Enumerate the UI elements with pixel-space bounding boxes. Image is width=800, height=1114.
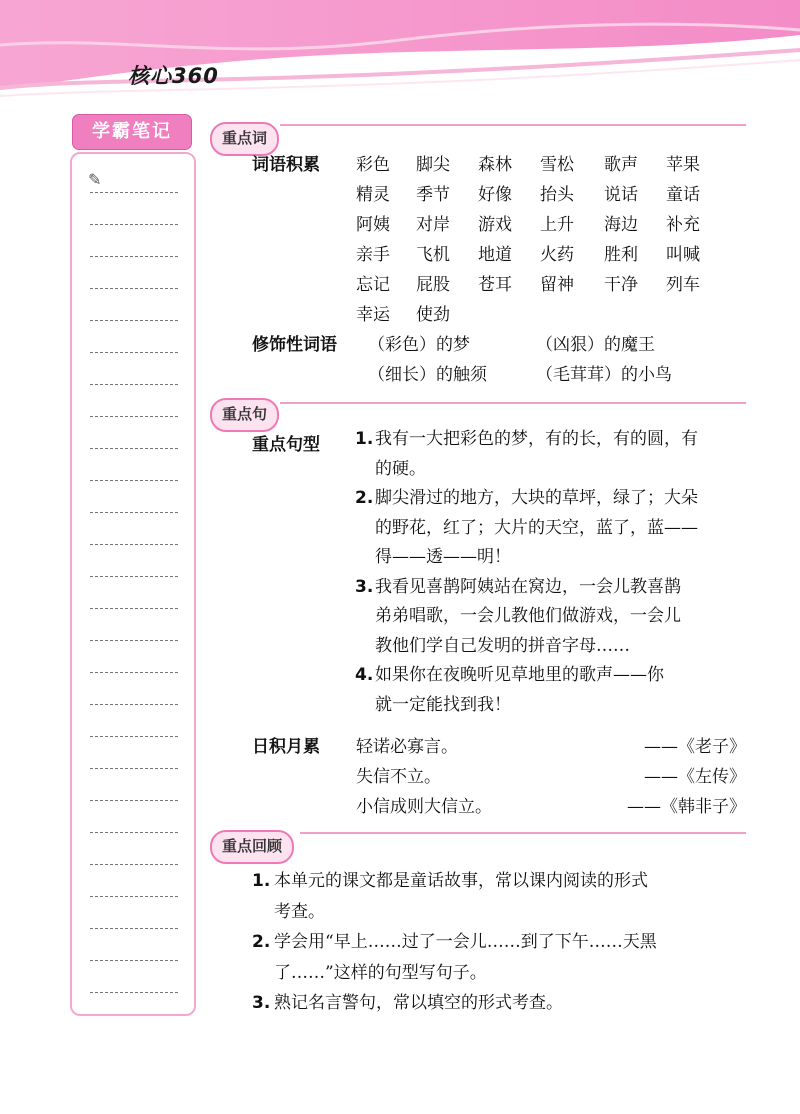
- modifier-item: （毛茸茸）的小鸟: [536, 365, 672, 385]
- vocab-word: 彩色: [356, 155, 390, 175]
- review-line: 本单元的课文都是童话故事，常以课内阅读的形式: [274, 871, 648, 891]
- note-sidebar: [70, 114, 194, 1014]
- vocab-word: 阿姨: [356, 215, 390, 235]
- note-line: [90, 224, 178, 225]
- vocab-word: 屁股: [416, 275, 450, 295]
- note-line: [90, 352, 178, 353]
- vocab-word: 苹果: [666, 155, 700, 175]
- note-line: [90, 192, 178, 193]
- vocab-word: 雪松: [540, 155, 574, 175]
- vocab-word: 留神: [540, 275, 574, 295]
- note-line: [90, 800, 178, 801]
- vocab-word: 干净: [604, 275, 638, 295]
- vocab-word: 脚尖: [416, 155, 450, 175]
- note-line: [90, 640, 178, 641]
- note-line: [90, 928, 178, 929]
- brand-logo-text: 核心360: [128, 64, 219, 88]
- saying-text: 失信不立。: [356, 767, 441, 787]
- note-line: [90, 768, 178, 769]
- section-divider: [280, 402, 746, 404]
- vocab-word: 忘记: [356, 275, 390, 295]
- note-line: [90, 384, 178, 385]
- vocab-word: 亲手: [356, 245, 390, 265]
- modifier-item: （凶狠）的魔王: [536, 335, 655, 355]
- vocab-word: 说话: [604, 185, 638, 205]
- vocab-word: 歌声: [604, 155, 638, 175]
- daily-accumulation-label: 日积月累: [252, 737, 320, 757]
- review-line: 学会用“早上……过了一会儿……到了下午……天黑: [274, 932, 657, 952]
- review-number: 2.: [252, 932, 271, 952]
- note-line: [90, 416, 178, 417]
- vocab-word: 精灵: [356, 185, 390, 205]
- note-line: [90, 896, 178, 897]
- sentence-line: 得——透——明！: [375, 547, 511, 567]
- sentence-patterns-label: 重点句型: [252, 435, 320, 455]
- vocab-word: 童话: [666, 185, 700, 205]
- saying-source: ——《左传》: [644, 767, 746, 787]
- header-banner: [0, 0, 800, 110]
- notes-box: [70, 152, 196, 1016]
- note-line: [90, 480, 178, 481]
- vocab-word: 上升: [540, 215, 574, 235]
- vocab-word: 地道: [478, 245, 512, 265]
- vocab-word: 补充: [666, 215, 700, 235]
- vocab-word: 游戏: [478, 215, 512, 235]
- section-tag-key-review: 重点回顾: [210, 830, 294, 864]
- note-line: [90, 288, 178, 289]
- note-line: [90, 256, 178, 257]
- modifier-item: （彩色）的梦: [368, 335, 470, 355]
- note-line: [90, 736, 178, 737]
- sentence-line: 我看见喜鹊阿姨站在窝边，一会儿教喜鹊: [375, 576, 681, 597]
- vocab-word: 抬头: [540, 185, 574, 205]
- review-number: 3.: [252, 993, 271, 1013]
- saying-source: ——《韩非子》: [627, 797, 746, 817]
- vocab-word: 苍耳: [478, 275, 512, 295]
- words-accumulate-label: 词语积累: [252, 155, 320, 175]
- vocab-word: 季节: [416, 185, 450, 205]
- note-line: [90, 448, 178, 449]
- note-line: [90, 704, 178, 705]
- vocab-word: 叫喊: [666, 245, 700, 265]
- sentence-line: 就一定能找到我！: [375, 694, 511, 715]
- modifier-item: （细长）的触须: [368, 365, 487, 385]
- sentence-line: 脚尖滑过的地方，大块的草坪，绿了；大朵: [375, 488, 698, 508]
- vocab-word: 对岸: [416, 215, 450, 235]
- vocab-word: 胜利: [604, 245, 638, 265]
- vocab-word: 森林: [478, 155, 512, 175]
- saying-source: ——《老子》: [644, 737, 746, 757]
- note-line: [90, 960, 178, 961]
- sidebar-title: 学霸笔记: [72, 114, 192, 150]
- note-line: [90, 608, 178, 609]
- note-line: [90, 576, 178, 577]
- sentence-number: 4.: [355, 665, 374, 685]
- review-line: 考查。: [274, 901, 325, 922]
- sentence-number: 2.: [355, 488, 374, 508]
- sentence-line: 的野花，红了；大片的天空，蓝了，蓝——: [375, 517, 698, 538]
- review-line: 熟记名言警句，常以填空的形式考查。: [274, 993, 563, 1013]
- modifier-words-label: 修饰性词语: [252, 335, 337, 355]
- note-line: [90, 320, 178, 321]
- section-tag-key-sentences: 重点句: [210, 398, 279, 432]
- sentence-line: 如果你在夜晚听见草地里的歌声——你: [375, 665, 664, 685]
- sentence-number: 3.: [355, 576, 374, 597]
- sentence-line: 的硬。: [375, 458, 426, 479]
- vocab-word: 飞机: [416, 245, 450, 265]
- section-tag-key-words: 重点词: [210, 122, 279, 156]
- note-line: [90, 544, 178, 545]
- note-line: [90, 512, 178, 513]
- note-line: [90, 992, 178, 993]
- vocab-word: 使劲: [416, 305, 450, 325]
- vocab-word: 火药: [540, 245, 574, 265]
- sentence-line: 我有一大把彩色的梦，有的长，有的圆，有: [375, 429, 698, 449]
- note-line: [90, 832, 178, 833]
- sentence-number: 1.: [355, 429, 374, 449]
- vocab-word: 海边: [604, 215, 638, 235]
- review-number: 1.: [252, 871, 271, 891]
- section-divider: [300, 832, 746, 834]
- vocab-word: 好像: [478, 185, 512, 205]
- saying-text: 小信成则大信立。: [356, 797, 492, 817]
- section-divider: [280, 124, 746, 126]
- saying-text: 轻诺必寡言。: [356, 737, 458, 757]
- sentence-line: 弟弟唱歌，一会儿教他们做游戏，一会儿: [375, 606, 681, 626]
- note-line: [90, 672, 178, 673]
- review-line: 了……”这样的句型写句子。: [274, 962, 487, 983]
- note-line: [90, 864, 178, 865]
- vocab-word: 幸运: [356, 305, 390, 325]
- pencil-icon: ✎: [88, 170, 102, 189]
- sentence-line: 教他们学自己发明的拼音字母……: [375, 635, 630, 656]
- vocab-word: 列车: [666, 275, 700, 295]
